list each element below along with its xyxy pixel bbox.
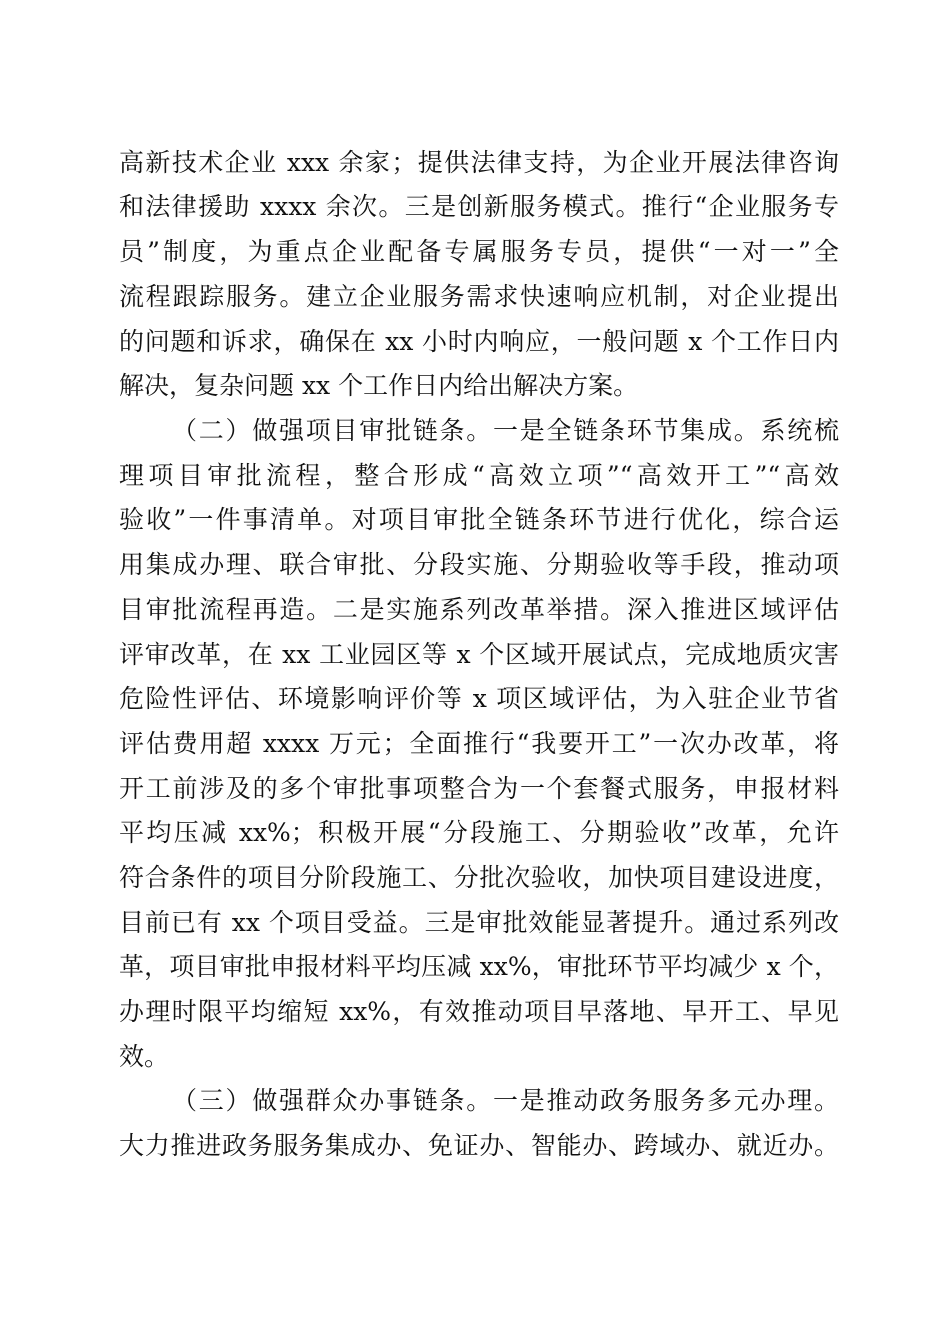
text-line: 符合条件的项目分阶段施工、分批次验收，加快项目建设进度， [119, 863, 839, 892]
text-line: 理项目审批流程，整合形成“高效立项”“高效开工”“高效 [119, 461, 839, 490]
section-heading-line: （三）做强群众办事链条。一是推动政务服务多元办理。 [172, 1086, 839, 1115]
text-line: 办理时限平均缩短 xx%，有效推动项目早落地、早开工、早见 [119, 997, 839, 1026]
section-heading-line: （二）做强项目审批链条。一是全链条环节集成。系统梳 [172, 416, 839, 445]
text-line: 开工前涉及的多个审批事项整合为一个套餐式服务，申报材料 [119, 774, 839, 803]
text-line: 大力推进政务服务集成办、免证办、智能办、跨域办、就近办。 [119, 1131, 839, 1160]
text-line: 评审改革，在 xx 工业园区等 x 个区域开展试点，完成地质灾害 [119, 640, 839, 669]
text-line: 验收”一件事清单。对项目审批全链条环节进行优化，综合运 [119, 505, 839, 534]
text-line: 用集成办理、联合审批、分段实施、分期验收等手段，推动项 [119, 550, 839, 579]
text-line: 革，项目审批申报材料平均压减 xx%，审批环节平均减少 x 个， [119, 952, 839, 981]
text-line: 效。 [119, 1042, 170, 1071]
text-line: 评估费用超 xxxx 万元；全面推行“我要开工”一次办改革，将 [119, 729, 839, 758]
text-line: 目前已有 xx 个项目受益。三是审批效能显著提升。通过系列改 [119, 908, 839, 937]
text-line: 解决，复杂问题 xx 个工作日内给出解决方案。 [119, 371, 639, 400]
text-line: 和法律援助 xxxx 余次。三是创新服务模式。推行“企业服务专 [119, 192, 839, 221]
text-line: 高新技术企业 xxx 余家；提供法律支持，为企业开展法律咨询 [119, 148, 839, 177]
text-line: 的问题和诉求，确保在 xx 小时内响应，一般问题 x 个工作日内 [119, 327, 839, 356]
text-line: 目审批流程再造。二是实施系列改革举措。深入推进区域评估 [119, 595, 839, 624]
text-line: 危险性评估、环境影响评价等 x 项区域评估，为入驻企业节省 [119, 684, 839, 713]
text-line: 员”制度，为重点企业配备专属服务专员，提供“一对一”全 [119, 237, 839, 266]
text-line: 流程跟踪服务。建立企业服务需求快速响应机制，对企业提出 [119, 282, 839, 311]
text-line: 平均压减 xx%；积极开展“分段施工、分期验收”改革，允许 [119, 818, 839, 847]
